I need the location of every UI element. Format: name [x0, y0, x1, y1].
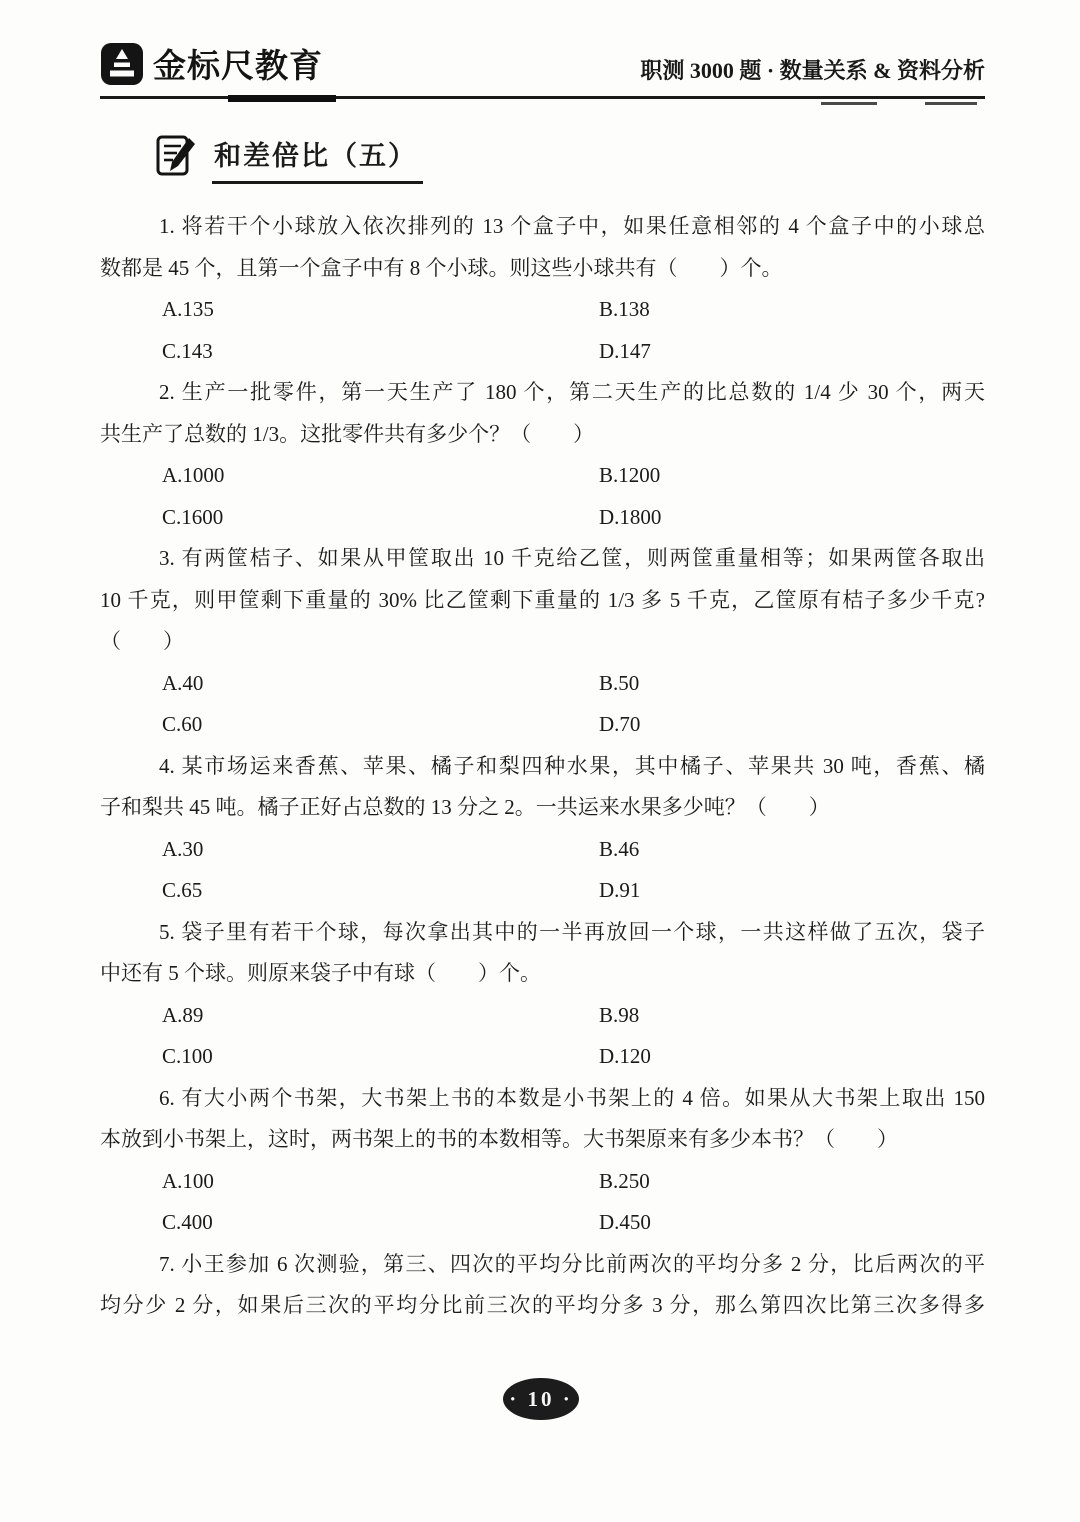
option-c: C.100 — [162, 1044, 213, 1068]
question-6-options — [100, 1161, 985, 1244]
question-3-options — [100, 663, 985, 746]
option-a: A.40 — [162, 670, 204, 695]
option-d: D.120 — [599, 1044, 651, 1068]
option-a: A.135 — [162, 297, 214, 321]
section-heading — [155, 132, 985, 184]
question-line: 7. 小王参加 6 次测验，第三、四次的平均分比前两次的平均分多 2 分，比后两次的平 — [159, 1251, 985, 1276]
question-line: 2. 生产一批零件，第一天生产了 180 个，第二天生产的比总数的 1/4 少 30 个，两天 — [159, 380, 985, 404]
page-number: · 10 · — [509, 1386, 573, 1411]
option-d: D.1800 — [599, 504, 662, 529]
option-a: A.89 — [162, 1002, 204, 1027]
question-7 — [100, 1244, 985, 1327]
option-d: D.147 — [599, 338, 651, 363]
option-c: C.400 — [162, 1210, 213, 1234]
option-b: B.50 — [599, 670, 640, 695]
question-line: 5. 袋子里有若干个球，每次拿出其中的一半再放回一个球，一共这样做了五次，袋子 — [159, 919, 985, 944]
question-2 — [100, 372, 985, 538]
header-rule — [100, 96, 985, 106]
question-4 — [100, 746, 985, 912]
question-6 — [100, 1078, 985, 1244]
brand-name: 金标尺教育 — [153, 47, 323, 84]
page-header — [100, 40, 985, 87]
question-line: 4. 某市场运来香蕉、苹果、橘子和梨四种水果，其中橘子、苹果共 30 吨，香蕉、橘 — [159, 753, 985, 778]
question-line: 中还有 5 个球。则原来袋子中有球（ ）个。 — [100, 961, 541, 985]
header-rule-dash — [821, 102, 877, 105]
question-1-options — [100, 289, 985, 372]
question-3 — [100, 538, 985, 746]
option-c: C.65 — [162, 878, 203, 902]
question-line: 子和梨共 45 吨。橘子正好占总数的 13 分之 2。一共运来水果多少吨？（ ） — [100, 795, 830, 819]
question-line: 6. 有大小两个书架，大书架上书的本数是小书架上的 4 倍。如果从大书架上取出 150 — [159, 1085, 985, 1110]
question-4-options — [100, 829, 985, 912]
header-rule-thick-segment — [228, 95, 336, 102]
question-5 — [100, 912, 985, 1078]
question-2-options — [100, 455, 985, 538]
option-c: C.143 — [162, 338, 213, 363]
page-number-badge — [503, 1378, 579, 1420]
question-line: 10 千克，则甲筐剩下重量的 30% 比乙筐剩下重量的 1/3 多 5 千克，乙筐原有桔子多少千克? — [100, 587, 985, 612]
brand-logo-icon — [100, 42, 144, 86]
option-d: D.91 — [599, 878, 641, 902]
question-list — [100, 206, 985, 1327]
question-line: 3. 有两筐桔子、如果从甲筐取出 10 千克给乙筐，则两筐重量相等；如果两筐各取出 — [159, 546, 985, 570]
edit-note-icon — [155, 132, 197, 178]
question-line: 本放到小书架上，这时，两书架上的书的本数相等。大书架原来有多少本书？（ ） — [100, 1127, 898, 1151]
option-b: B.138 — [599, 297, 650, 321]
option-d: D.70 — [599, 712, 641, 736]
option-c: C.1600 — [162, 504, 224, 529]
option-c: C.60 — [162, 712, 203, 736]
question-1 — [100, 206, 985, 372]
question-line: 数都是 45 个，且第一个盒子中有 8 个小球。则这些小球共有（ ）个。 — [100, 255, 783, 280]
header-rule-dash — [925, 102, 977, 105]
option-a: A.100 — [162, 1168, 214, 1193]
question-line: 1. 将若干个小球放入依次排列的 13 个盒子中，如果任意相邻的 4 个盒子中的小球总 — [159, 214, 985, 238]
option-a: A.30 — [162, 836, 204, 861]
question-line: 均分少 2 分，如果后三次的平均分比前三次的平均分多 3 分，那么第四次比第三次多得多 — [100, 1293, 985, 1317]
option-d: D.450 — [599, 1210, 651, 1234]
option-b: B.1200 — [599, 463, 661, 487]
question-line: （ ） — [100, 629, 184, 653]
brand-logo — [100, 40, 323, 87]
option-b: B.98 — [599, 1002, 640, 1027]
question-line: 共生产了总数的 1/3。这批零件共有多少个？（ ） — [100, 421, 595, 446]
section-title: 和差倍比（五） — [212, 132, 423, 184]
option-b: B.46 — [599, 836, 640, 861]
option-b: B.250 — [599, 1168, 650, 1193]
book-title: 职测 3000 题 · 数量关系 & 资料分析 — [640, 58, 985, 83]
option-a: A.1000 — [162, 463, 225, 487]
question-5-options — [100, 995, 985, 1078]
